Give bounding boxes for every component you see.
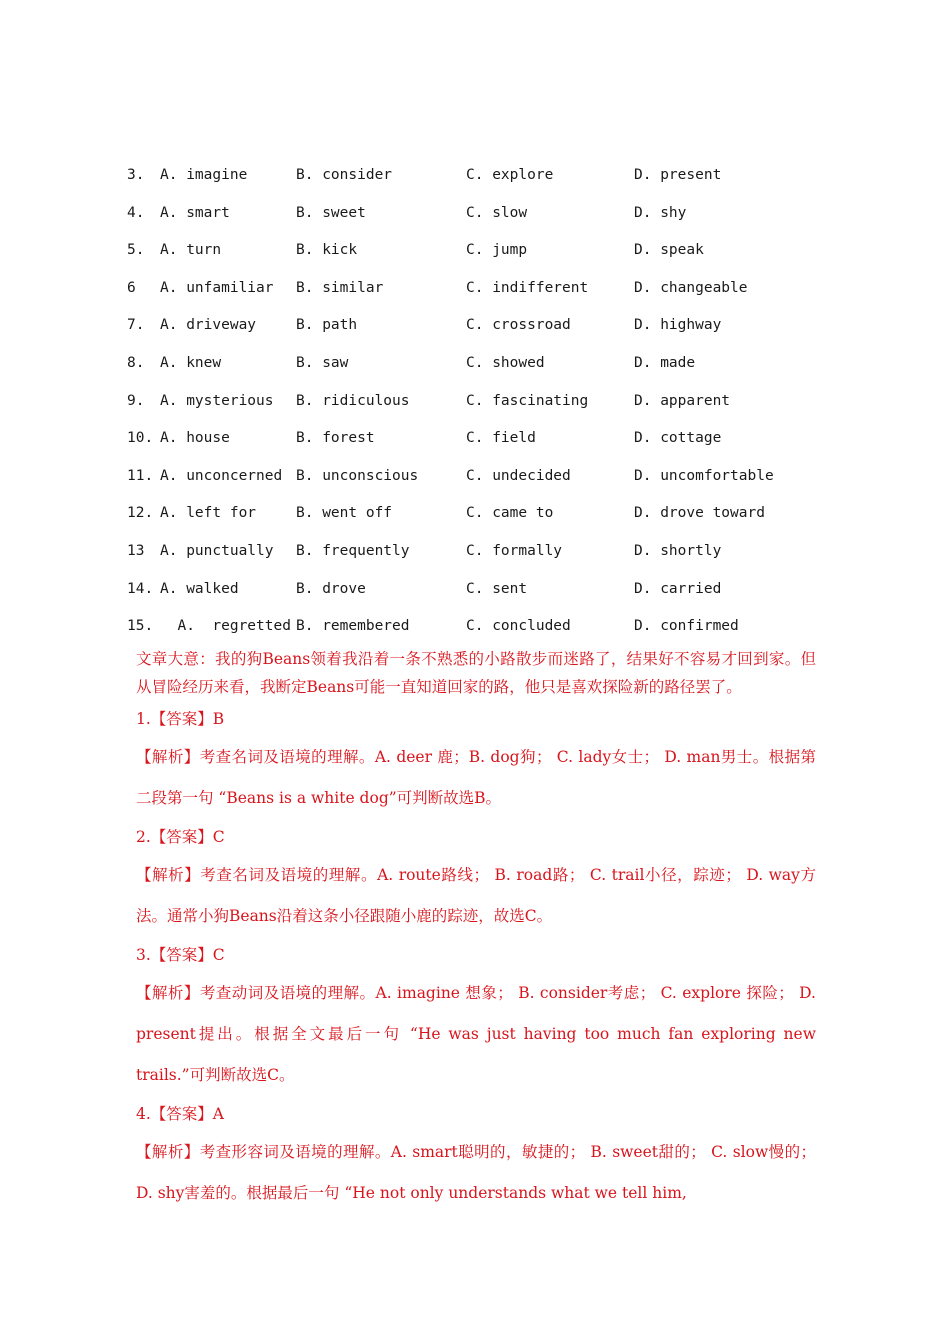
option-a: A. left for <box>160 505 257 522</box>
option-b: B. path <box>296 317 358 334</box>
answer-heading: 1.【答案】B <box>136 710 225 728</box>
question-number: 4. <box>127 204 145 221</box>
option-d: D. speak <box>634 242 704 259</box>
option-d: D. confirmed <box>634 618 739 635</box>
option-list <box>127 157 827 646</box>
option-d: D. made <box>634 354 696 371</box>
option-c: C. explore <box>466 167 554 183</box>
option-a: A. unfamiliar <box>160 279 274 296</box>
option-d: D. shortly <box>634 542 722 559</box>
option-b: B. sweet <box>296 204 366 221</box>
answer-explanations <box>136 646 816 1214</box>
answer-heading: 4.【答案】A <box>136 1105 224 1123</box>
option-d: D. changeable <box>634 279 748 296</box>
option-a: A. house <box>160 430 230 447</box>
option-b: B. saw <box>296 354 349 371</box>
option-c: C. sent <box>466 580 528 597</box>
option-row <box>127 420 827 458</box>
option-row <box>127 195 827 233</box>
option-row <box>127 458 827 496</box>
answer-analysis: 【解析】考查名词及语境的理解。A. route路线； B. road路； C. trail小径，踪迹； D. way方法。通常小狗Beans沿着这条小径跟随小鹿的踪迹，故选C。 <box>136 866 816 925</box>
option-d: D. highway <box>634 317 722 334</box>
option-c: C. jump <box>466 242 528 259</box>
question-number: 3. <box>127 167 145 183</box>
option-a: A. smart <box>160 204 230 221</box>
option-d: D. apparent <box>634 392 731 409</box>
question-number: 5. <box>127 242 145 259</box>
option-a: A. unconcerned <box>160 467 283 484</box>
option-a: A. turn <box>160 242 222 259</box>
option-a: A. punctually <box>160 542 274 559</box>
option-c: C. formally <box>466 542 563 559</box>
option-c: C. crossroad <box>466 317 571 334</box>
option-row <box>127 533 827 571</box>
option-a: A. mysterious <box>160 392 274 409</box>
option-c: C. fascinating <box>466 392 589 409</box>
question-number: 10. <box>127 430 154 447</box>
option-b: B. went off <box>296 505 393 522</box>
answer-heading: 2.【答案】C <box>136 828 225 846</box>
option-c: C. showed <box>466 354 545 371</box>
passage-summary: 文章大意：我的狗Beans领着我沿着一条不熟悉的小路散步而迷路了，结果好不容易才回到家。但从冒险经历来看，我断定Beans可能一直知道回家的路，他只是喜欢探险新的路径罢了。 <box>136 650 816 696</box>
option-b: B. ridiculous <box>296 392 410 409</box>
question-number: 11. <box>127 467 154 484</box>
option-c: C. concluded <box>466 618 571 635</box>
option-a: A. knew <box>160 354 222 371</box>
answer-analysis: 【解析】考查形容词及语境的理解。A. smart聪明的，敏捷的； B. sweet甜的； C. slow慢的； D. shy害羞的。根据最后一句 “He not only understands what we tell him, <box>136 1143 816 1202</box>
option-b: B. unconscious <box>296 467 419 484</box>
option-row <box>127 495 827 533</box>
option-b: B. consider <box>296 167 393 183</box>
question-number: 12. <box>127 505 154 522</box>
option-row <box>127 345 827 383</box>
question-number: 15. <box>127 618 154 635</box>
option-b: B. drove <box>296 580 366 597</box>
option-row <box>127 307 827 345</box>
option-c: C. indifferent <box>466 279 589 296</box>
option-c: C. slow <box>466 204 528 221</box>
option-c: C. field <box>466 430 536 447</box>
option-a: A. imagine <box>160 167 248 183</box>
option-row <box>127 270 827 308</box>
option-row <box>127 383 827 421</box>
option-b: B. frequently <box>296 542 410 559</box>
option-d: D. carried <box>634 580 722 597</box>
option-a: A. driveway <box>160 317 257 334</box>
option-d: D. drove toward <box>634 505 765 522</box>
option-d: D. present <box>634 167 722 183</box>
option-b: B. kick <box>296 242 358 259</box>
question-number: 9. <box>127 392 145 409</box>
answer-analysis: 【解析】考查名词及语境的理解。A. deer 鹿；B. dog狗； C. lady女士； D. man男士。根据第二段第一句 “Beans is a white dog”可判断故选B。 <box>136 748 816 807</box>
answer-analysis: 【解析】考查动词及语境的理解。A. imagine 想象； B. consider考虑； C. explore 探险； D. present提出。根据全文最后一句 “He was just having too much fan exploring new trails.”可判断故选C。 <box>136 984 816 1084</box>
option-d: D. shy <box>634 204 687 221</box>
option-d: D. cottage <box>634 430 722 447</box>
option-a: A. regretted <box>160 618 291 635</box>
option-c: C. came to <box>466 505 554 522</box>
option-a: A. walked <box>160 580 239 597</box>
option-d: D. uncomfortable <box>634 467 774 484</box>
question-number: 14. <box>127 580 154 597</box>
question-number: 13 <box>127 542 145 559</box>
option-row <box>127 571 827 609</box>
option-c: C. undecided <box>466 467 571 484</box>
option-b: B. similar <box>296 279 384 296</box>
option-row <box>127 232 827 270</box>
question-number: 6 <box>127 279 136 296</box>
option-row <box>127 608 827 646</box>
option-b: B. remembered <box>296 618 410 635</box>
question-number: 8. <box>127 354 145 371</box>
option-b: B. forest <box>296 430 375 447</box>
question-number: 7. <box>127 317 145 334</box>
option-row <box>127 157 827 195</box>
answer-heading: 3.【答案】C <box>136 946 225 964</box>
